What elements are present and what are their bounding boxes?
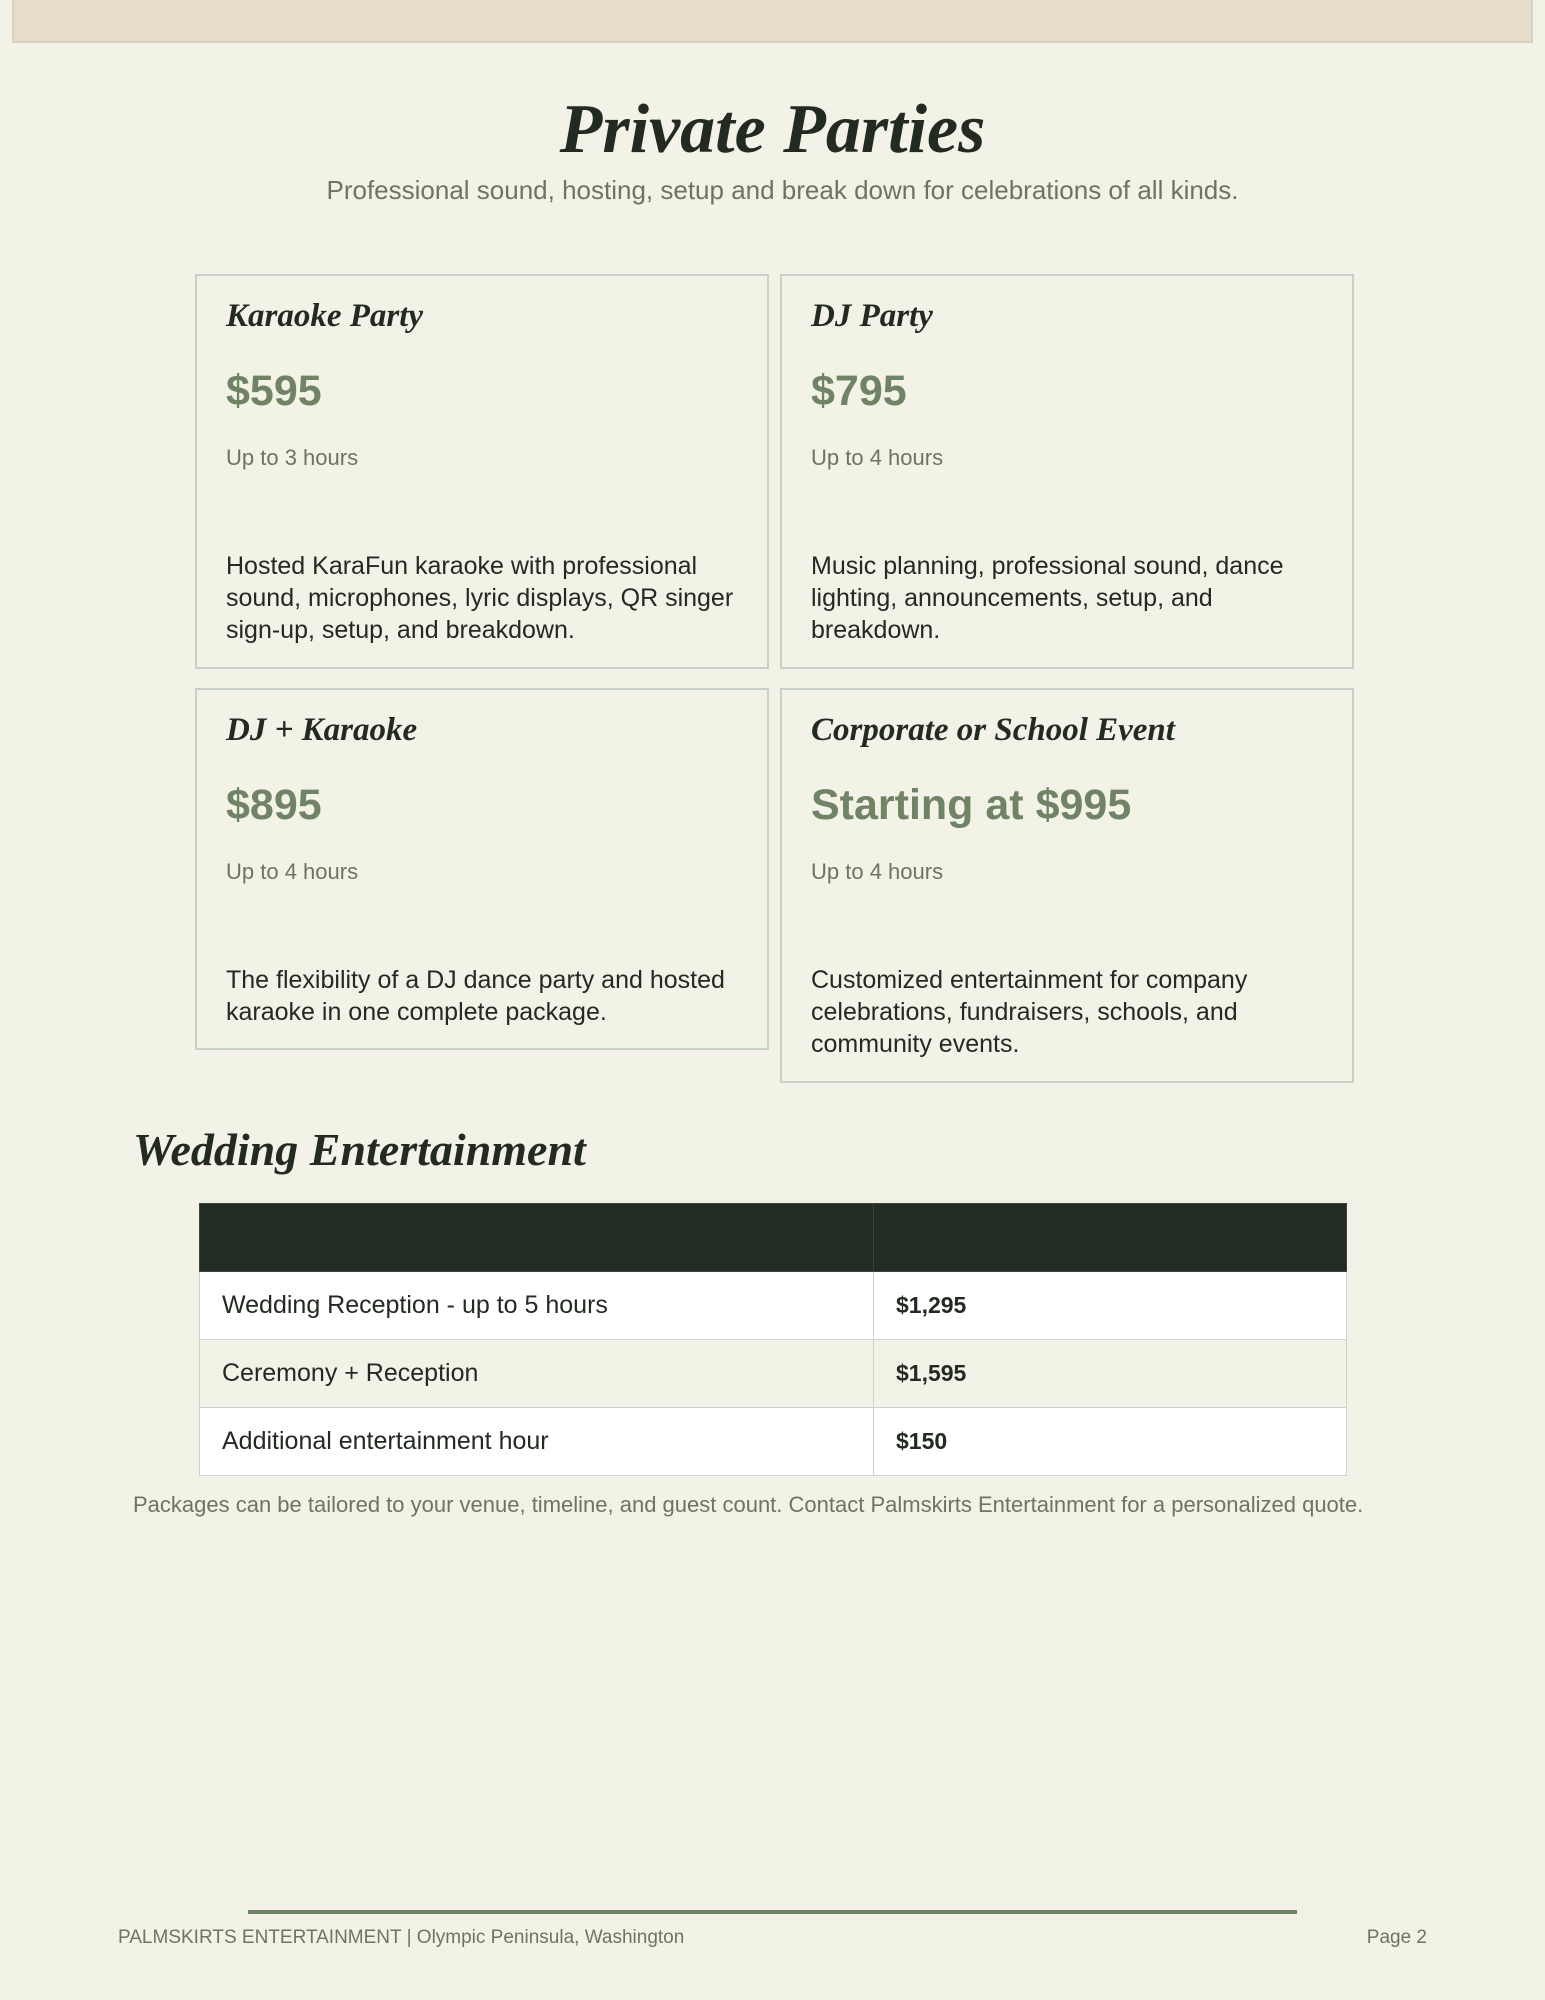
- package-name-cell: Additional entertainment hour: [200, 1408, 874, 1476]
- package-duration: Up to 4 hours: [811, 445, 944, 470]
- package-price: $795: [811, 367, 907, 415]
- table-row: [200, 1272, 1347, 1340]
- package-title: DJ Party: [811, 298, 933, 334]
- table-row: [200, 1340, 1347, 1408]
- package-card-dj-karaoke: [195, 688, 769, 1050]
- table-header-row: [200, 1204, 1347, 1272]
- page-subtitle: Professional sound, hosting, setup and break down for celebrations of all kinds.: [326, 175, 1239, 205]
- page-title: Private Parties: [559, 91, 986, 168]
- package-price-cell: $150: [874, 1408, 1347, 1476]
- package-description: Hosted KaraFun karaoke with professional sound, microphones, lyric displays, QR singer sign-up, setup, and breakdown.: [226, 552, 734, 644]
- packages-note: Packages can be tailored to your venue, timeline, and guest count. Contact Palmskirts Entertainment for a personalized quote.: [133, 1492, 1364, 1517]
- package-title: Corporate or School Event: [811, 712, 1175, 748]
- package-price-cell: $1,295: [874, 1272, 1347, 1340]
- table-header-cell: [200, 1204, 874, 1272]
- package-description: Customized entertainment for company celebrations, fundraisers, schools, and community events.: [811, 966, 1248, 1058]
- package-card-dj-party: [780, 274, 1354, 669]
- table-row: [200, 1408, 1347, 1476]
- package-duration: Up to 4 hours: [811, 859, 944, 884]
- package-price: Starting at $995: [811, 781, 1132, 829]
- footer-company: PALMSKIRTS ENTERTAINMENT | Olympic Peninsula, Washington: [118, 1927, 685, 1948]
- package-card-karaoke-party: [195, 274, 769, 669]
- package-price: $595: [226, 367, 322, 415]
- page-number: Page 2: [1366, 1927, 1427, 1948]
- package-duration: Up to 3 hours: [226, 445, 359, 470]
- wedding-pricing-table: [199, 1203, 1347, 1476]
- top-header-band: [12, 0, 1533, 43]
- package-name-cell: Ceremony + Reception: [200, 1340, 874, 1408]
- package-price: $895: [226, 781, 322, 829]
- table-header-cell: [874, 1204, 1347, 1272]
- package-price-cell: $1,595: [874, 1340, 1347, 1408]
- package-duration: Up to 4 hours: [226, 859, 359, 884]
- wedding-section-title: Wedding Entertainment: [133, 1124, 586, 1175]
- package-description: The flexibility of a DJ dance party and hosted karaoke in one complete package.: [226, 966, 725, 1026]
- package-title: Karaoke Party: [226, 298, 424, 334]
- package-card-corporate-school: [780, 688, 1354, 1083]
- package-title: DJ + Karaoke: [226, 712, 418, 748]
- package-description: Music planning, professional sound, dance lighting, announcements, setup, and breakdown.: [811, 552, 1284, 644]
- footer-divider: [248, 1910, 1297, 1914]
- package-name-cell: Wedding Reception - up to 5 hours: [200, 1272, 874, 1340]
